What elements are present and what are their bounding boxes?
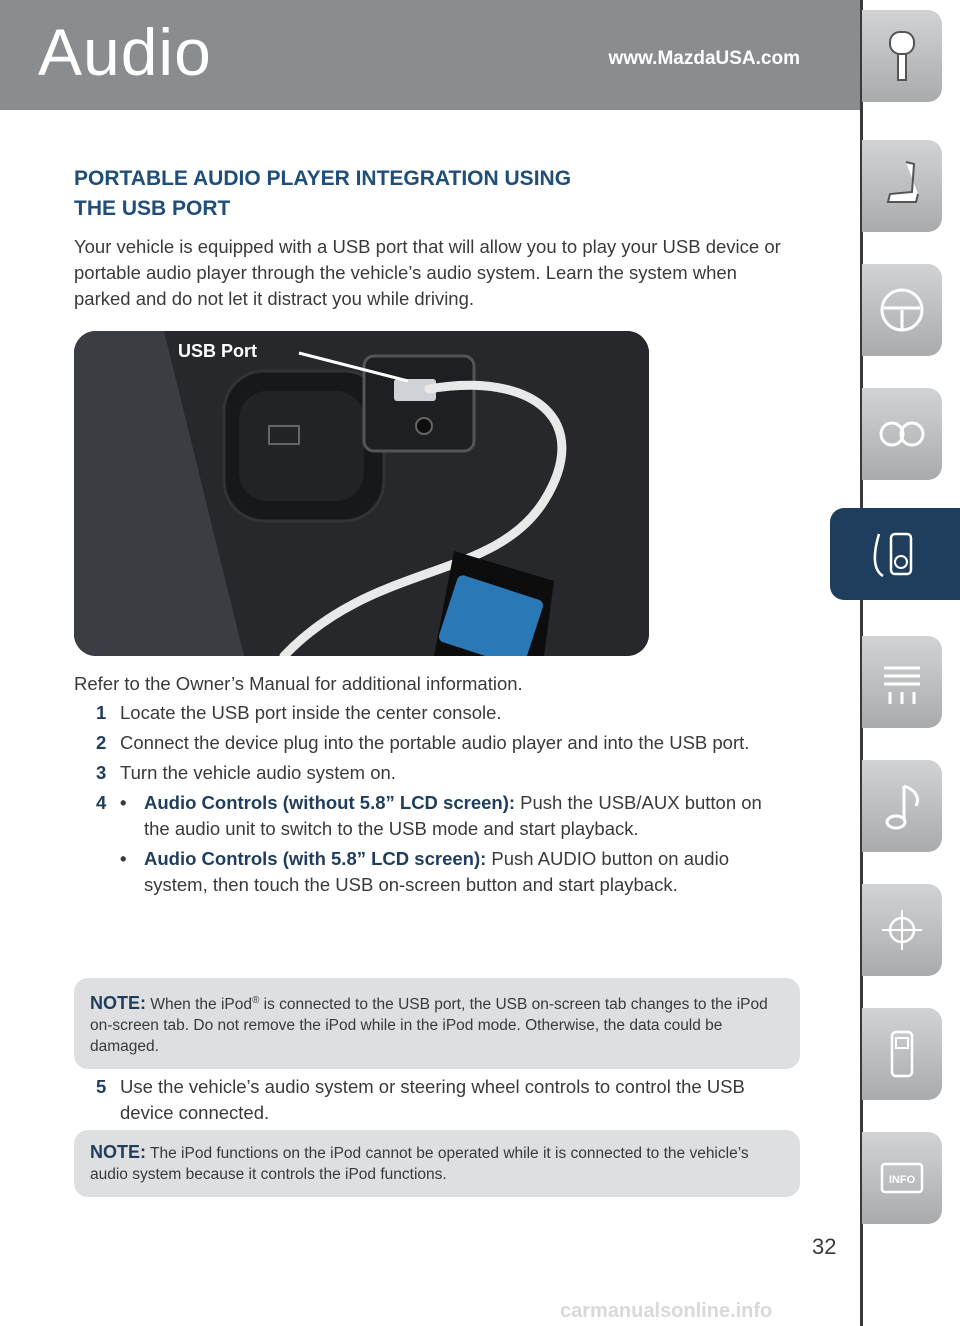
- music-note-icon: [876, 776, 928, 836]
- tab-gauges[interactable]: [862, 388, 942, 480]
- step-number: 2: [96, 732, 107, 753]
- list-item: [96, 700, 786, 726]
- bullet-item: [120, 790, 786, 842]
- tab-steering[interactable]: [862, 264, 942, 356]
- note-box: [74, 978, 800, 1069]
- bullet-text: Push the USB/AUX button on the audio unit to switch to the USB mode and start playback.: [144, 792, 762, 839]
- section-heading: [74, 164, 774, 224]
- key-icon: [876, 26, 928, 86]
- list-item: [96, 790, 786, 898]
- step-number: 4: [96, 792, 107, 813]
- list-item: [96, 1074, 786, 1126]
- tab-key[interactable]: [862, 10, 942, 102]
- step-text: Use the vehicle’s audio system or steering wheel controls to control the USB device connected.: [120, 1076, 745, 1123]
- list-item: [96, 760, 786, 786]
- refer-text: Refer to the Owner’s Manual for additional information.: [74, 673, 523, 694]
- note-text: When the iPod: [150, 996, 252, 1014]
- intro-paragraph: Your vehicle is equipped with a USB port that will allow you to play your USB device or portable audio player through the vehicle’s audio system. Learn the system when parked and do not let it distract you while driving.: [74, 236, 781, 309]
- usb-port-photo: [74, 331, 649, 656]
- section-heading-line2: THE USB PORT: [74, 197, 231, 220]
- registered-mark: ®: [252, 995, 260, 1006]
- seat-icon: [876, 156, 928, 216]
- steps-list: [96, 700, 786, 902]
- climate-icon: [876, 652, 928, 712]
- list-item: [96, 730, 786, 756]
- bullet-dot: •: [120, 848, 127, 869]
- bullet-heading: Audio Controls (with 5.8” LCD screen):: [144, 848, 487, 869]
- step-text: Locate the USB port inside the center console.: [120, 702, 502, 723]
- section-heading-line1: PORTABLE AUDIO PLAYER INTEGRATION USING: [74, 167, 572, 190]
- tab-audio[interactable]: [830, 508, 960, 600]
- page-header: [0, 0, 862, 110]
- svg-text:INFO: INFO: [888, 1174, 916, 1186]
- step-number: 5: [96, 1076, 107, 1097]
- bullet-item: [120, 846, 786, 898]
- tab-phone[interactable]: [862, 1008, 942, 1100]
- info-card-icon: [876, 1148, 928, 1208]
- note-content: [74, 990, 784, 1057]
- step-text: Turn the vehicle audio system on.: [120, 762, 396, 783]
- note-label: NOTE:: [90, 993, 146, 1014]
- step-text: Connect the device plug into the portable audio player and into the USB port.: [120, 732, 750, 753]
- tab-music[interactable]: [862, 760, 942, 852]
- tab-navigation[interactable]: [862, 884, 942, 976]
- tab-seat[interactable]: [862, 140, 942, 232]
- tab-climate[interactable]: [862, 636, 942, 728]
- bullet-dot: •: [120, 792, 127, 813]
- bullet-heading: Audio Controls (without 5.8” LCD screen):: [144, 792, 516, 813]
- note-text: The iPod functions on the iPod cannot be operated while it is connected to the vehicle’s audio system because it controls the iPod functions.: [90, 1145, 749, 1183]
- website-url: www.MazdaUSA.com: [608, 48, 800, 69]
- note-content: [74, 1142, 784, 1185]
- gauges-icon: [876, 404, 928, 464]
- audio-player-icon: [869, 524, 921, 584]
- watermark: carmanualsonline.info: [560, 1300, 773, 1322]
- page-number: 32: [812, 1234, 837, 1259]
- step-number: 3: [96, 762, 107, 783]
- phone-icon: [876, 1024, 928, 1084]
- compass-icon: [876, 900, 928, 960]
- step-number: 1: [96, 702, 107, 723]
- note-box: [74, 1130, 800, 1197]
- steering-wheel-icon: [876, 280, 928, 340]
- console-illustration: [74, 331, 649, 656]
- usb-port-label: USB Port: [178, 341, 258, 361]
- note-label: NOTE:: [90, 1142, 146, 1162]
- tab-info[interactable]: [862, 1132, 942, 1224]
- step-5: [96, 1074, 786, 1130]
- page-title: Audio: [38, 15, 212, 89]
- bullet-text: Push AUDIO button on audio system, then touch the USB on-screen button and start playback.: [144, 848, 729, 895]
- note-text: is connected to the USB port, the USB on-screen tab changes to the iPod on-screen tab. Do not remove the iPod while in the iPod mode. Otherwise, the data could be damaged.: [90, 996, 768, 1056]
